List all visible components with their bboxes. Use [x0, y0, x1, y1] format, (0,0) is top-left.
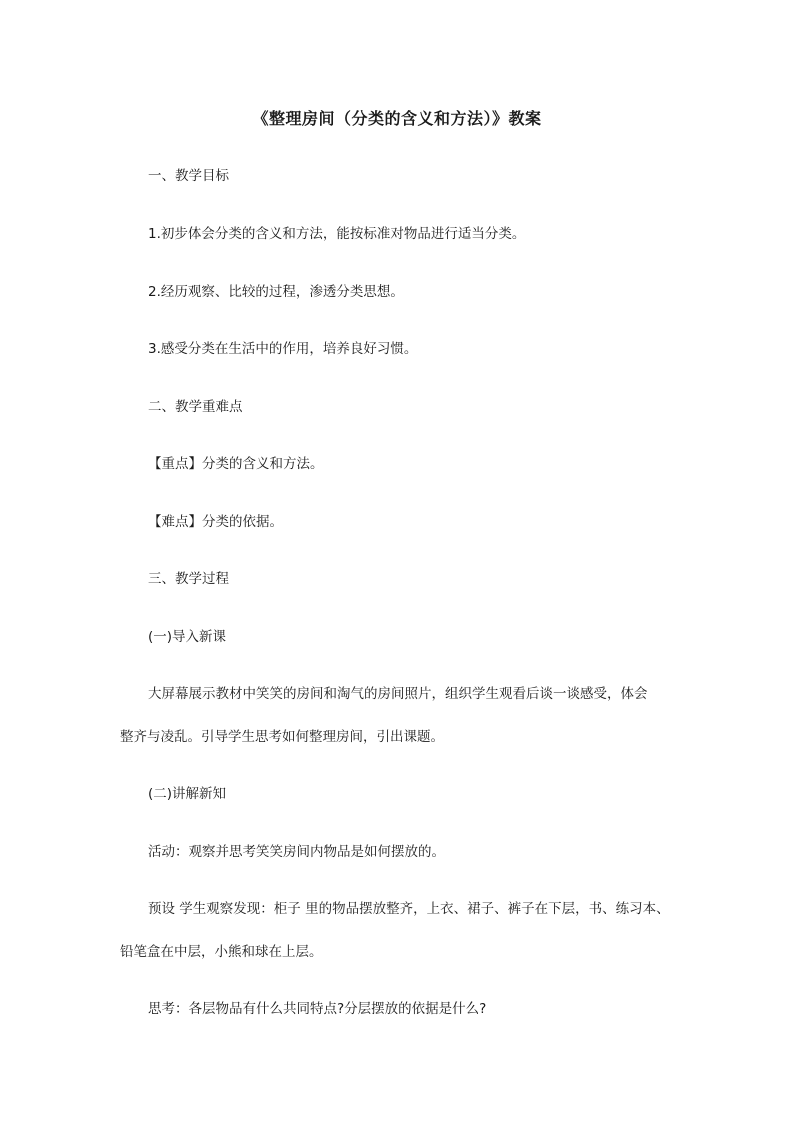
key-point-text: 【重点】分类的含义和方法。 [148, 456, 324, 472]
section-heading-objectives: 一、教学目标 [148, 168, 229, 184]
paragraph-intro-line-2: 整齐与凌乱。引导学生思考如何整理房间，引出课题。 [120, 729, 444, 745]
document-title: 《整理房间（分类的含义和方法）》教案 [252, 109, 542, 128]
objective-item-1: 1.初步体会分类的含义和方法，能按标准对物品进行适当分类。 [148, 226, 526, 242]
thinking-question-text: 思考：各层物品有什么共同特点?分层摆放的依据是什么? [148, 1001, 487, 1017]
section-heading-process: 三、教学过程 [148, 571, 229, 587]
activity-text: 活动：观察并思考笑笑房间内物品是如何摆放的。 [148, 844, 445, 860]
subsection-heading-intro: (一)导入新课 [148, 629, 227, 645]
section-heading-key-points: 二、教学重难点 [148, 399, 243, 415]
objective-item-3: 3.感受分类在生活中的作用，培养良好习惯。 [148, 341, 418, 357]
objective-item-2: 2.经历观察、比较的过程，渗透分类思想。 [148, 284, 404, 300]
paragraph-observation-line-2: 铅笔盒在中层，小熊和球在上层。 [120, 944, 323, 960]
difficult-point-text: 【难点】分类的依据。 [148, 514, 283, 530]
paragraph-observation-line-1: 预设 学生观察发现：柜子 里的物品摆放整齐，上衣、裙子、裤子在下层，书、练习本、 [148, 901, 670, 917]
subsection-heading-new-knowledge: (二)讲解新知 [148, 786, 227, 802]
paragraph-intro-line-1: 大屏幕展示教材中笑笑的房间和淘气的房间照片，组织学生观看后谈一谈感受，体会 [148, 686, 648, 702]
